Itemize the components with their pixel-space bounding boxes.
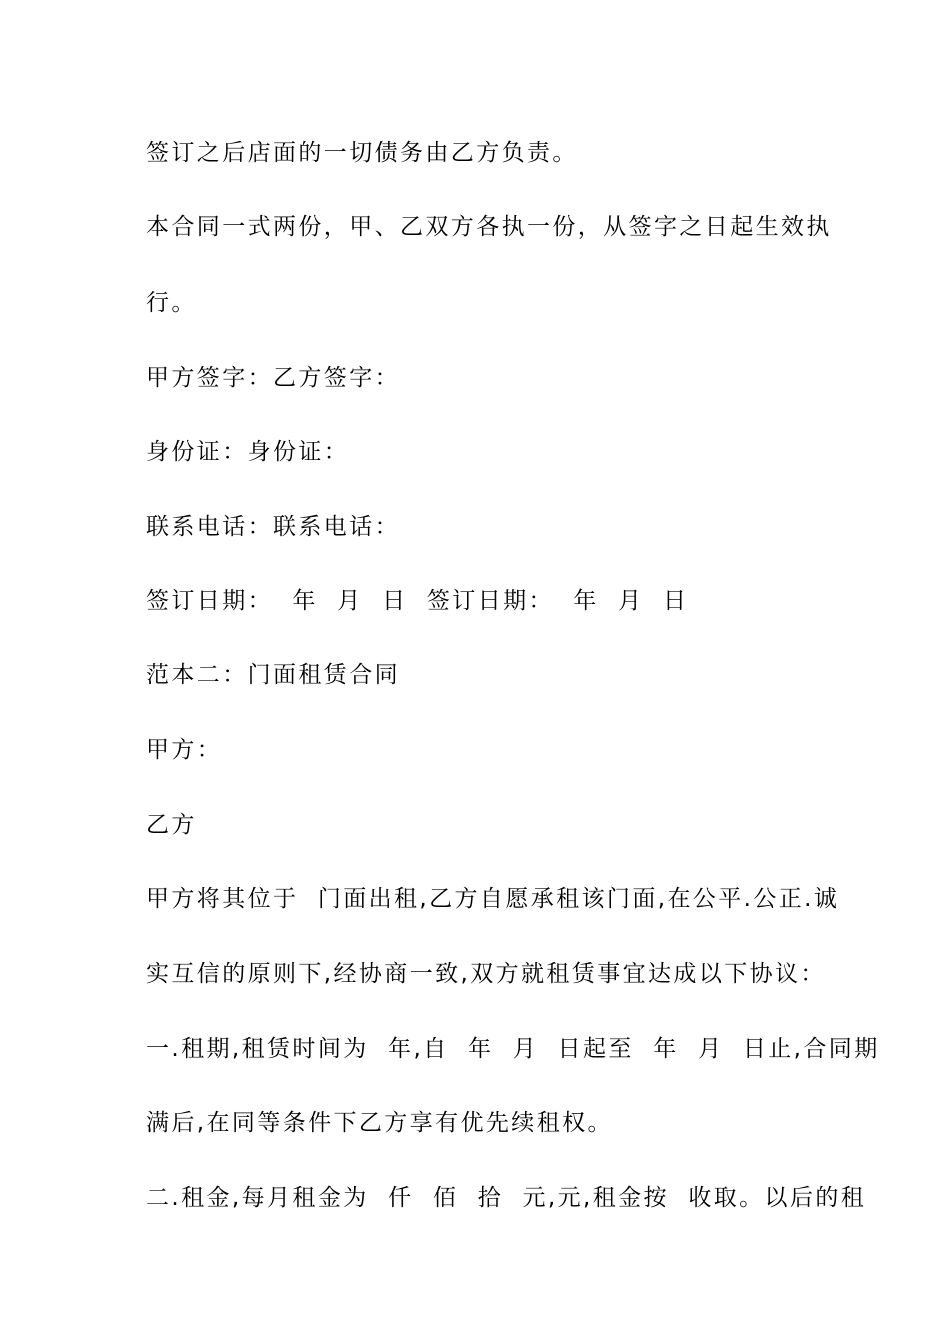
party-b-line: 乙方 bbox=[146, 812, 197, 838]
text-line-lease-intro-cont: 实互信的原则下,经协商一致,双方就租赁事宜达成以下协议： bbox=[146, 961, 826, 987]
text-line-lease-intro: 甲方将其位于 门面出租,乙方自愿承租该门面,在公平.公正.诚 bbox=[146, 886, 840, 912]
text-line-copies-clause: 本合同一式两份，甲、乙双方各执一份，从签字之日起生效执 bbox=[146, 214, 832, 240]
text-line-copies-clause-end: 行。 bbox=[146, 290, 197, 316]
phone-line: 联系电话：联系电话： bbox=[146, 514, 400, 540]
party-a-line: 甲方： bbox=[146, 737, 223, 763]
text-line-term-clause: 一.租期,租赁时间为 年,自 年 月 日起至 年 月 日止,合同期 bbox=[146, 1036, 880, 1062]
text-line-debt-clause: 签订之后店面的一切债务由乙方负责。 bbox=[146, 140, 578, 166]
text-line-term-clause-cont: 满后,在同等条件下乙方享有优先续租权。 bbox=[146, 1110, 613, 1136]
template-two-heading: 范本二：门面租赁合同 bbox=[146, 662, 400, 688]
signing-date-line: 签订日期： 年 月 日 签订日期： 年 月 日 bbox=[146, 588, 689, 614]
signature-line: 甲方签字：乙方签字： bbox=[146, 365, 400, 391]
id-card-line: 身份证：身份证： bbox=[146, 439, 350, 465]
text-line-rent-clause: 二.租金,每月租金为 仟 佰 拾 元,元,租金按 收取。以后的租 bbox=[146, 1185, 867, 1211]
